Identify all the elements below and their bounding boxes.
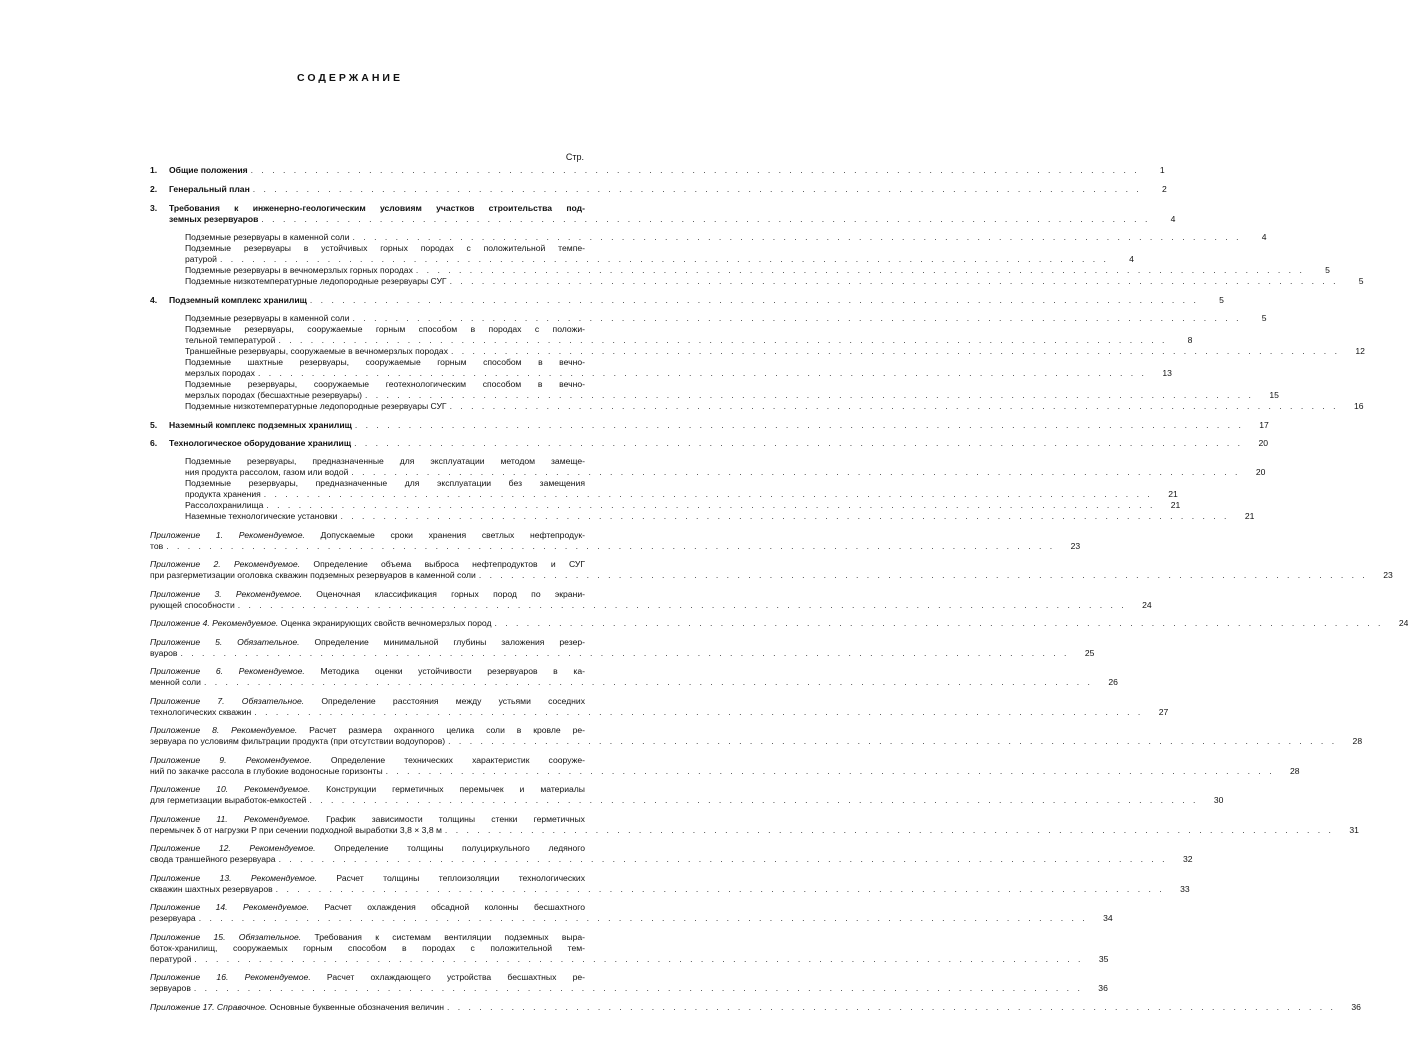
entry-text: 3. Требования к инженерно-геологическим условиям участков строительства под- — [150, 203, 585, 213]
entry-text: перемычек δ от нагрузки P при сечении подходной выработки 3,8 × 3,8 м — [150, 824, 442, 835]
section-number: 4. — [150, 295, 158, 305]
entry-text: Приложение 1. Рекомендуемое. Допускаемые сроки хранения светлых нефтепродук- — [150, 529, 585, 540]
section-number: 6. — [150, 438, 158, 448]
entry-line — [185, 232, 1267, 243]
page-number: 5 — [1219, 295, 1224, 305]
entry-text: продукта хранения — [185, 489, 261, 499]
entry-line — [185, 489, 1178, 500]
subsection-entry — [150, 379, 1279, 401]
entry-text: свода траншейного резервуара — [150, 854, 276, 864]
entry-line — [150, 618, 1408, 629]
entry-text: 5. Наземный комплекс подземных хранилищ — [150, 420, 352, 430]
entry-line — [185, 456, 585, 467]
entry-text: 4. Подземный комплекс хранилищ — [150, 295, 307, 305]
entry-line — [185, 379, 585, 390]
page-number: 31 — [1349, 824, 1359, 835]
appendix-entry — [150, 843, 1193, 865]
entry-line — [185, 243, 585, 254]
entry-text: технологических скважин — [150, 706, 252, 717]
page-number: 33 — [1180, 883, 1190, 894]
entry-text: тов — [150, 540, 164, 551]
entry-text: Приложение 12. Рекомендуемое. Определение толщины полуциркульного ледяного — [150, 843, 585, 853]
leader-dots: . . . . . . . . . . . . . . . . . . . . . . . . . . . . . . . . . . . . . . . . . . . . . . . . . . . . . . . . . . . . . . . . . . . . . . . . . . . . . . . . . . . — [494, 618, 1384, 628]
page-number: 32 — [1182, 854, 1193, 864]
entry-line — [185, 368, 1172, 379]
page-number: 23 — [1383, 570, 1393, 580]
page-number: 36 — [1351, 1001, 1361, 1012]
entry-line — [150, 530, 585, 541]
entry-text: 2. Генеральный план — [150, 184, 250, 194]
leader-dots: . . . . . . . . . . . . . . . . . . . . . . . . . . . . . . . . . . . . . . . . . . . . . . . . . . . . . . . . . . . . . . . . . . . . . . . . . . . . . . . . . . . — [194, 953, 1084, 964]
entry-text: Приложение 16. Рекомендуемое. Расчет охлаждающего устройства бесшахтных ре- — [150, 972, 585, 982]
entry-text: Приложение 2. Рекомендуемое. Определение объема выброса нефтепродуктов и СУГ — [150, 559, 585, 569]
entry-line — [185, 313, 1267, 324]
page-number: 15 — [1269, 390, 1279, 400]
appendix-entry — [150, 872, 1190, 895]
entry-text: Приложение 14. Рекомендуемое. Расчет охлаждения обсадной колонны бесшахтного — [150, 902, 585, 912]
entry-line — [150, 725, 585, 736]
entry-line — [150, 765, 1300, 777]
leader-dots: . . . . . . . . . . . . . . . . . . . . . . . . . . . . . . . . . . . . . . . . . . . . . . . . . . . . . . . . . . . . . . . . . . . . . . . . . . . . . . . . . . . — [266, 500, 1156, 510]
leader-dots: . . . . . . . . . . . . . . . . . . . . . . . . . . . . . . . . . . . . . . . . . . . . . . . . . . . . . . . . . . . . . . . . . . . . . . . . . . . . . . . . . . . — [252, 184, 1142, 194]
entry-line — [150, 814, 585, 825]
page-number: 17 — [1259, 420, 1269, 430]
entry-text: для герметизации выработок-емкостей — [150, 795, 307, 805]
entry-line — [185, 265, 1330, 276]
entry-line — [185, 335, 1193, 346]
leader-dots: . . . . . . . . . . . . . . . . . . . . . . . . . . . . . . . . . . . . . . . . . . . . . . . . . . . . . . . . . . . . . . . . . . . . . . . . . . . . . . . . . . . — [451, 346, 1340, 356]
page-number: 13 — [1162, 368, 1172, 378]
entry-text: Подземные резервуары, сооружаемые геотехнологическим способом в вечно- — [185, 379, 585, 389]
page-number: 16 — [1354, 401, 1364, 411]
entry-text: Подземные низкотемпературные ледопородные резервуары СУГ — [185, 401, 447, 411]
entry-text: Подземные резервуары, предназначенные для эксплуатации методом замеще- — [185, 456, 585, 466]
entry-text: Рассолохранилища — [185, 500, 264, 510]
leader-dots: . . . . . . . . . . . . . . . . . . . . . . . . . . . . . . . . . . . . . . . . . . . . . . . . . . . . . . . . . . . . . . . . . . . . . . . . . . . . . . . . . . . — [309, 795, 1199, 805]
entry-text: ния продукта рассолом, газом или водой — [185, 467, 349, 477]
entry-line — [150, 647, 1095, 659]
subsection-entry — [150, 265, 1330, 276]
entry-text: мерзлых породах (бесшахтные резервуары) — [185, 390, 362, 400]
page-number: 1 — [1159, 165, 1165, 175]
leader-dots: . . . . . . . . . . . . . . . . . . . . . . . . . . . . . . . . . . . . . . . . . . . . . . . . . . . . . . . . . . . . . . . . . . . . . . . . . . . . . . . . . . . — [478, 570, 1368, 580]
page-title: СОДЕРЖАНИЕ — [297, 72, 403, 84]
entry-line — [150, 983, 1108, 994]
appendix-label: Приложение 16. Рекомендуемое. — [150, 972, 311, 982]
entry-line — [150, 696, 585, 707]
leader-dots: . . . . . . . . . . . . . . . . . . . . . . . . . . . . . . . . . . . . . . . . . . . . . . . . . . . . . . . . . . . . . . . . . . . . . . . . . . . . . . . . . . . — [351, 467, 1241, 477]
appendix-entry — [150, 972, 1108, 994]
entry-line — [150, 854, 1193, 865]
entry-line — [185, 390, 1279, 401]
leader-dots: . . . . . . . . . . . . . . . . . . . . . . . . . . . . . . . . . . . . . . . . . . . . . . . . . . . . . . . . . . . . . . . . . . . . . . . . . . . . . . . . . . . — [448, 736, 1338, 746]
entry-text: Подземные резервуары в каменной соли — [185, 232, 350, 242]
entry-text: 6. Технологическое оборудование хранилищ — [150, 438, 352, 448]
entry-text: Приложение 11. Рекомендуемое. График зависимости толщины стенки герметичных — [150, 813, 585, 824]
entry-line — [150, 843, 585, 854]
leader-dots: . . . . . . . . . . . . . . . . . . . . . . . . . . . . . . . . . . . . . . . . . . . . . . . . . . . . . . . . . . . . . . . . . . . . . . . . . . . . . . . . . . . — [385, 765, 1275, 776]
page-number: 23 — [1070, 540, 1081, 551]
entry-line — [185, 324, 585, 335]
entry-line — [150, 953, 1109, 965]
page-number: 24 — [1398, 618, 1408, 628]
entry-line — [150, 184, 1167, 195]
leader-dots: . . . . . . . . . . . . . . . . . . . . . . . . . . . . . . . . . . . . . . . . . . . . . . . . . . . . . . . . . . . . . . . . . . . . . . . . . . . . . . . . . . . — [166, 540, 1056, 551]
entry-text: Приложение 15. Обязательное. Требования к системам вентиляции подземных выра- — [150, 931, 585, 942]
page-number: 8 — [1187, 335, 1193, 345]
entry-line — [150, 736, 1363, 747]
section-entry — [150, 203, 1176, 225]
entry-text: Подземные резервуары, предназначенные для эксплуатации без замещения — [185, 478, 585, 488]
leader-dots: . . . . . . . . . . . . . . . . . . . . . . . . . . . . . . . . . . . . . . . . . . . . . . . . . . . . . . . . . . . . . . . . . . . . . . . . . . . . . . . . . . . — [275, 883, 1165, 894]
appendix-entry — [150, 725, 1363, 747]
entry-text: Подземные резервуары, сооружаемые горным способом в породах с положи- — [185, 324, 585, 334]
entry-text: Приложение 7. Обязательное. Определение расстояния между устьями соседних — [150, 695, 585, 706]
subsection-entry — [150, 276, 1364, 287]
entry-line — [185, 346, 1365, 357]
appendix-entry — [150, 784, 1224, 806]
appendix-label: Приложение 1. Рекомендуемое. — [150, 529, 305, 540]
subsection-entry — [150, 401, 1364, 412]
leader-dots: . . . . . . . . . . . . . . . . . . . . . . . . . . . . . . . . . . . . . . . . . . . . . . . . . . . . . . . . . . . . . . . . . . . . . . . . . . . . . . . . . . . — [254, 706, 1144, 717]
page-number: 5 — [1358, 276, 1364, 286]
leader-dots: . . . . . . . . . . . . . . . . . . . . . . . . . . . . . . . . . . . . . . . . . . . . . . . . . . . . . . . . . . . . . . . . . . . . . . . . . . . . . . . . . . . — [261, 214, 1151, 224]
page-number: 20 — [1255, 467, 1266, 477]
leader-dots: . . . . . . . . . . . . . . . . . . . . . . . . . . . . . . . . . . . . . . . . . . . . . . . . . . . . . . . . . . . . . . . . . . . . . . . . . . . . . . . . . . . — [278, 335, 1168, 345]
appendix-label: Приложение 10. Рекомендуемое. — [150, 784, 311, 794]
leader-dots: . . . . . . . . . . . . . . . . . . . . . . . . . . . . . . . . . . . . . . . . . . . . . . . . . . . . . . . . . . . . . . . . . . . . . . . . . . . . . . . . . . . — [263, 489, 1153, 499]
section-number: 5. — [150, 420, 158, 430]
entry-text: Подземные низкотемпературные ледопородные резервуары СУГ — [185, 276, 447, 286]
leader-dots: . . . . . . . . . . . . . . . . . . . . . . . . . . . . . . . . . . . . . . . . . . . . . . . . . . . . . . . . . . . . . . . . . . . . . . . . . . . . . . . . . . . — [446, 1001, 1336, 1012]
appendix-label: Приложение 13. Рекомендуемое. — [150, 872, 318, 883]
entry-line — [150, 1001, 1361, 1013]
page-number: 21 — [1244, 511, 1255, 521]
entry-text: тельной температурой — [185, 335, 276, 345]
leader-dots: . . . . . . . . . . . . . . . . . . . . . . . . . . . . . . . . . . . . . . . . . . . . . . . . . . . . . . . . . . . . . . . . . . . . . . . . . . . . . . . . . . . — [449, 401, 1339, 411]
entry-text: 1. Общие положения — [150, 165, 248, 175]
entry-text: Наземные технологические установки — [185, 511, 338, 521]
entry-text: Приложение 3. Рекомендуемое. Оценочная классификация горных пород по экрани- — [150, 588, 585, 599]
appendix-label: Приложение 5. Обязательное. — [150, 636, 300, 647]
entry-line — [150, 883, 1190, 895]
section-number: 1. — [150, 165, 158, 175]
appendix-label: Приложение 6. Рекомендуемое. — [150, 666, 305, 676]
subsection-entry — [150, 313, 1267, 324]
entry-line — [150, 559, 585, 570]
page-number: 25 — [1084, 647, 1095, 658]
page-number: 20 — [1258, 438, 1269, 448]
appendix-label: Приложение 9. Рекомендуемое. — [150, 754, 312, 765]
entry-line — [150, 784, 585, 795]
page-number: 28 — [1290, 765, 1300, 776]
entry-line — [150, 214, 1176, 225]
entry-text: ратурой — [185, 254, 217, 264]
page-number: 4 — [1129, 254, 1134, 264]
entry-line — [150, 438, 1269, 449]
entry-line — [150, 943, 585, 954]
section-entry — [150, 295, 1224, 306]
entry-text: Приложение 6. Рекомендуемое. Методика оценки устойчивости резервуаров в ка- — [150, 666, 585, 676]
entry-text: земных резервуаров — [169, 214, 259, 224]
entry-line — [150, 902, 585, 913]
leader-dots: . . . . . . . . . . . . . . . . . . . . . . . . . . . . . . . . . . . . . . . . . . . . . . . . . . . . . . . . . . . . . . . . . . . . . . . . . . . . . . . . . . . — [364, 390, 1254, 400]
entry-text: менной соли — [150, 677, 201, 687]
leader-dots: . . . . . . . . . . . . . . . . . . . . . . . . . . . . . . . . . . . . . . . . . . . . . . . . . . . . . . . . . . . . . . . . . . . . . . . . . . . . . . . . . . . — [444, 824, 1334, 835]
entry-line — [150, 795, 1224, 806]
entry-line — [150, 165, 1165, 176]
appendix-entry — [150, 695, 1169, 718]
appendix-entry — [150, 588, 1152, 611]
leader-dots: . . . . . . . . . . . . . . . . . . . . . . . . . . . . . . . . . . . . . . . . . . . . . . . . . . . . . . . . . . . . . . . . . . . . . . . . . . . . . . . . . . . — [237, 599, 1127, 610]
entry-line — [150, 570, 1393, 581]
page-number: 12 — [1355, 346, 1365, 356]
entry-text: Подземные резервуары в устойчивых горных породах с положительной темпе- — [185, 243, 585, 253]
entry-line — [150, 824, 1359, 836]
entry-text: Приложение 9. Рекомендуемое. Определение технических характеристик сооруже- — [150, 754, 585, 765]
page-number: 28 — [1352, 736, 1363, 746]
entry-text: Приложение 4. Рекомендуемое. Оценка экранирующих свойств вечномерзлых пород — [150, 618, 492, 628]
subsection-entry — [150, 346, 1365, 357]
appendix-label: Приложение 12. Рекомендуемое. — [150, 843, 316, 853]
entry-text: Приложение 5. Обязательное. Определение минимальной глубины заложения резер- — [150, 636, 585, 647]
subsection-entry — [150, 324, 1193, 346]
appendix-entry — [150, 902, 1113, 924]
page-number: 34 — [1103, 913, 1113, 923]
page-number: 21 — [1168, 489, 1178, 499]
entry-text: при разгерметизации оголовка скважин подземных резервуаров в каменной соли — [150, 570, 476, 580]
section-entry — [150, 420, 1269, 431]
entry-line — [150, 755, 585, 766]
page-number: 24 — [1142, 599, 1152, 610]
entry-line — [150, 420, 1269, 431]
entry-line — [150, 873, 585, 884]
entry-line — [150, 540, 1081, 552]
page-number: 5 — [1261, 313, 1267, 323]
table-of-contents — [150, 152, 1408, 1013]
appendix-label: Приложение 15. Обязательное. — [150, 931, 302, 942]
appendix-label: Приложение 3. Рекомендуемое. — [150, 588, 303, 599]
leader-dots: . . . . . . . . . . . . . . . . . . . . . . . . . . . . . . . . . . . . . . . . . . . . . . . . . . . . . . . . . . . . . . . . . . . . . . . . . . . . . . . . . . . — [340, 511, 1230, 521]
entry-text: Подземные резервуары в вечномерзлых горных породах — [185, 265, 413, 275]
section-entry — [150, 184, 1167, 195]
appendix-entry — [150, 529, 1081, 552]
entry-line — [150, 637, 585, 648]
entry-line — [150, 666, 585, 677]
leader-dots: . . . . . . . . . . . . . . . . . . . . . . . . . . . . . . . . . . . . . . . . . . . . . . . . . . . . . . . . . . . . . . . . . . . . . . . . . . . . . . . . . . . — [449, 276, 1339, 286]
entry-text: Подземные шахтные резервуары, сооружаемые горным способом в вечно- — [185, 357, 585, 367]
leader-dots: . . . . . . . . . . . . . . . . . . . . . . . . . . . . . . . . . . . . . . . . . . . . . . . . . . . . . . . . . . . . . . . . . . . . . . . . . . . . . . . . . . . — [352, 313, 1242, 323]
page-number: 36 — [1098, 983, 1108, 993]
leader-dots: . . . . . . . . . . . . . . . . . . . . . . . . . . . . . . . . . . . . . . . . . . . . . . . . . . . . . . . . . . . . . . . . . . . . . . . . . . . . . . . . . . . — [219, 254, 1109, 264]
entry-text: Приложение 13. Рекомендуемое. Расчет толщины теплоизоляции технологических — [150, 872, 585, 883]
entry-line — [150, 972, 585, 983]
appendix-label: Приложение 14. Рекомендуемое. — [150, 902, 310, 912]
subsection-entry — [150, 232, 1267, 243]
page-number: 26 — [1108, 677, 1118, 687]
entry-text: Приложение 10. Рекомендуемое. Конструкции герметичных перемычек и материалы — [150, 784, 585, 794]
appendix-entry — [150, 1001, 1361, 1013]
section-entry — [150, 165, 1165, 176]
leader-dots: . . . . . . . . . . . . . . . . . . . . . . . . . . . . . . . . . . . . . . . . . . . . . . . . . . . . . . . . . . . . . . . . . . . . . . . . . . . . . . . . . . . — [309, 295, 1199, 305]
entry-text: рующей способности — [150, 599, 235, 610]
leader-dots: . . . . . . . . . . . . . . . . . . . . . . . . . . . . . . . . . . . . . . . . . . . . . . . . . . . . . . . . . . . . . . . . . . . . . . . . . . . . . . . . . . . — [415, 265, 1305, 275]
entry-line — [185, 276, 1364, 287]
entry-line — [185, 254, 1134, 265]
entry-text: Приложение 17. Справочное. Основные буквенные обозначения величин — [150, 1001, 444, 1012]
entry-line — [185, 500, 1181, 511]
subsection-entry — [150, 357, 1172, 379]
page-number: 2 — [1161, 184, 1167, 194]
entry-text: скважин шахтных резервуаров — [150, 883, 273, 894]
entry-line — [150, 589, 585, 600]
subsection-entry — [150, 456, 1266, 478]
leader-dots: . . . . . . . . . . . . . . . . . . . . . . . . . . . . . . . . . . . . . . . . . . . . . . . . . . . . . . . . . . . . . . . . . . . . . . . . . . . . . . . . . . . — [257, 368, 1147, 378]
entry-line — [150, 677, 1118, 688]
appendix-label: Приложение 8. Рекомендуемое. — [150, 725, 298, 735]
leader-dots: . . . . . . . . . . . . . . . . . . . . . . . . . . . . . . . . . . . . . . . . . . . . . . . . . . . . . . . . . . . . . . . . . . . . . . . . . . . . . . . . . . . — [180, 647, 1070, 658]
subsection-entry — [150, 511, 1255, 522]
appendix-label: Приложение 4. Рекомендуемое. — [150, 618, 279, 628]
entry-text: боток-хранилищ, сооружаемых горным способом в породах с положительной тем- — [150, 942, 585, 953]
entry-text: резервуара — [150, 913, 196, 923]
entry-line — [150, 932, 585, 943]
leader-dots: . . . . . . . . . . . . . . . . . . . . . . . . . . . . . . . . . . . . . . . . . . . . . . . . . . . . . . . . . . . . . . . . . . . . . . . . . . . . . . . . . . . — [354, 438, 1244, 448]
appendix-entry — [150, 754, 1300, 777]
leader-dots: . . . . . . . . . . . . . . . . . . . . . . . . . . . . . . . . . . . . . . . . . . . . . . . . . . . . . . . . . . . . . . . . . . . . . . . . . . . . . . . . . . . — [203, 677, 1093, 687]
entry-line — [185, 401, 1364, 412]
entry-text: пературой — [150, 953, 192, 964]
entry-text: Траншейные резервуары, сооружаемые в вечномерзлых породах — [185, 346, 448, 356]
appendix-entry — [150, 931, 1109, 965]
entry-text: Приложение 8. Рекомендуемое. Расчет размера охранного целика соли в кровле ре- — [150, 725, 585, 735]
subsection-entry — [150, 478, 1178, 500]
entry-text: ний по закачке рассола в глубокие водоносные горизонты — [150, 765, 383, 776]
appendix-entry — [150, 636, 1095, 659]
section-number: 2. — [150, 184, 158, 194]
appendix-label: Приложение 7. Обязательное. — [150, 695, 305, 706]
page-number: 21 — [1170, 500, 1181, 510]
entry-line — [185, 357, 585, 368]
entry-text: зервуара по условиям фильтрации продукта (при отсутствии водоупоров) — [150, 736, 446, 746]
entry-line — [185, 511, 1255, 522]
appendix-entry — [150, 559, 1393, 581]
leader-dots: . . . . . . . . . . . . . . . . . . . . . . . . . . . . . . . . . . . . . . . . . . . . . . . . . . . . . . . . . . . . . . . . . . . . . . . . . . . . . . . . . . . — [278, 854, 1168, 864]
entry-text: Подземные резервуары в каменной соли — [185, 313, 350, 323]
page-number: 35 — [1098, 953, 1109, 964]
appendix-label: Приложение 11. Рекомендуемое. — [150, 813, 310, 824]
entry-text: вуаров — [150, 647, 178, 658]
appendix-label: Приложение 2. Рекомендуемое. — [150, 559, 301, 569]
page-number: 27 — [1158, 706, 1169, 717]
entry-text: мерзлых породах — [185, 368, 255, 378]
subsection-entry — [150, 500, 1181, 511]
page-number: 5 — [1325, 265, 1330, 275]
entry-text: зервуаров — [150, 983, 191, 993]
entry-line — [150, 599, 1152, 611]
leader-dots: . . . . . . . . . . . . . . . . . . . . . . . . . . . . . . . . . . . . . . . . . . . . . . . . . . . . . . . . . . . . . . . . . . . . . . . . . . . . . . . . . . . — [352, 232, 1242, 242]
section-number: 3. — [150, 203, 158, 213]
page-column-header: Стр. — [565, 152, 584, 162]
appendix-entry — [150, 618, 1408, 629]
leader-dots: . . . . . . . . . . . . . . . . . . . . . . . . . . . . . . . . . . . . . . . . . . . . . . . . . . . . . . . . . . . . . . . . . . . . . . . . . . . . . . . . . . . — [198, 913, 1088, 923]
entry-line — [150, 913, 1113, 924]
appendix-entry — [150, 666, 1118, 688]
page-number: 4 — [1261, 232, 1267, 242]
page-number: 30 — [1213, 795, 1224, 805]
entry-line — [185, 478, 585, 489]
leader-dots: . . . . . . . . . . . . . . . . . . . . . . . . . . . . . . . . . . . . . . . . . . . . . . . . . . . . . . . . . . . . . . . . . . . . . . . . . . . . . . . . . . . — [250, 165, 1140, 175]
entry-line — [150, 295, 1224, 306]
subsection-entry — [150, 243, 1134, 265]
appendix-entry — [150, 813, 1359, 836]
page-number: 4 — [1170, 214, 1176, 224]
section-entry — [150, 438, 1269, 449]
entry-line — [185, 467, 1266, 478]
entry-line — [150, 203, 585, 214]
entry-line — [150, 706, 1169, 718]
leader-dots: . . . . . . . . . . . . . . . . . . . . . . . . . . . . . . . . . . . . . . . . . . . . . . . . . . . . . . . . . . . . . . . . . . . . . . . . . . . . . . . . . . . — [193, 983, 1083, 993]
appendix-label: Приложение 17. Справочное. — [150, 1001, 268, 1012]
leader-dots: . . . . . . . . . . . . . . . . . . . . . . . . . . . . . . . . . . . . . . . . . . . . . . . . . . . . . . . . . . . . . . . . . . . . . . . . . . . . . . . . . . . — [354, 420, 1244, 430]
